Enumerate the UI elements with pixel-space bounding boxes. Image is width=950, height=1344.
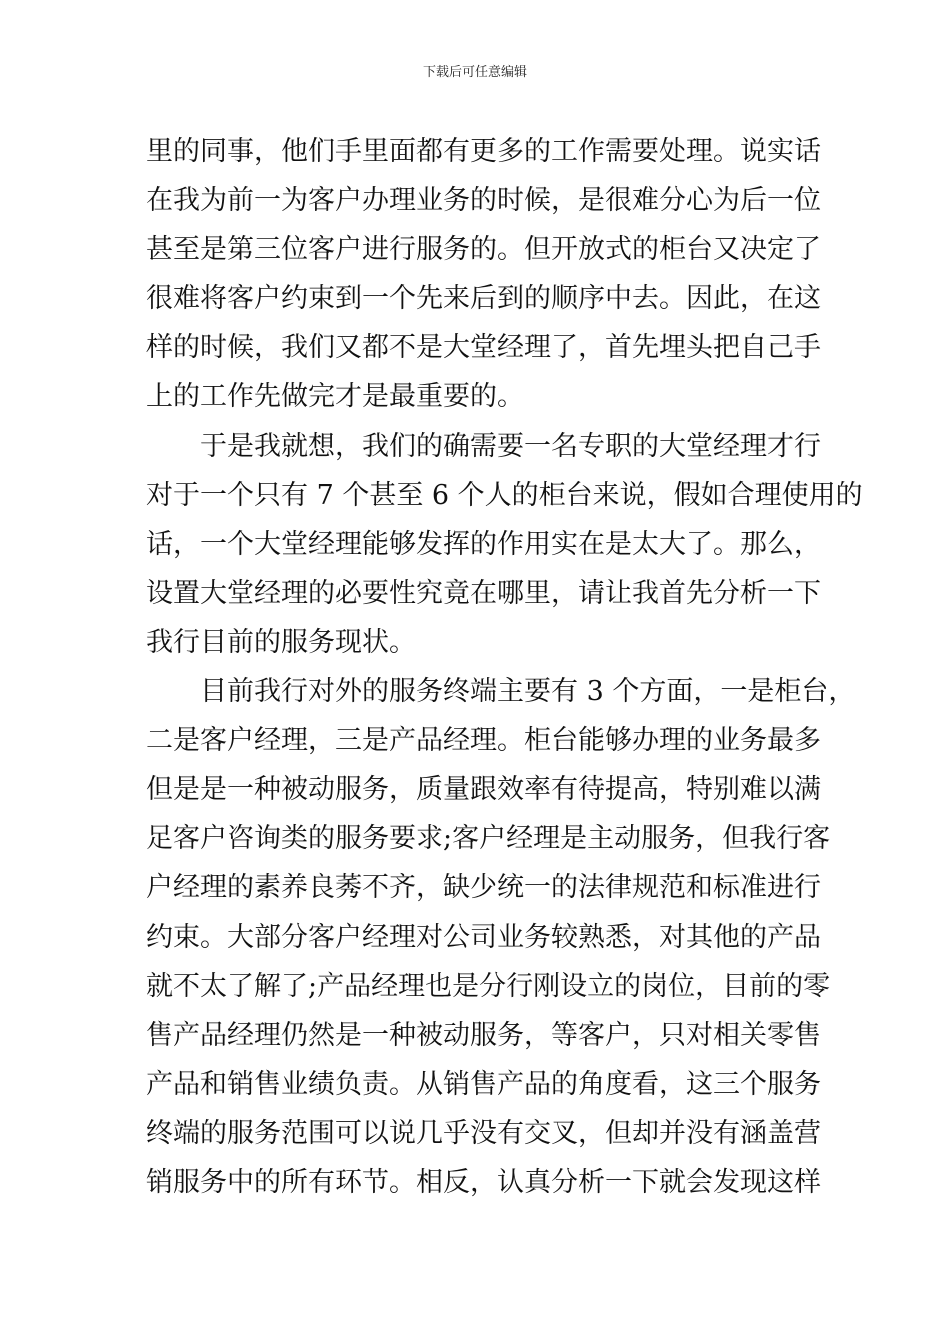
text-line: 就不太了解了;产品经理也是分行刚设立的岗位，目前的零 <box>146 970 831 1002</box>
text-line: 里的同事，他们手里面都有更多的工作需要处理。说实话 <box>146 136 821 167</box>
text-line: 终端的服务范围可以说几乎没有交叉，但却并没有涵盖营 <box>146 1117 821 1149</box>
text-line: 户经理的素养良莠不齐，缺少统一的法律规范和标准进行 <box>146 872 821 904</box>
text-line: 在我为前一为客户办理业务的时候，是很难分心为后一位 <box>146 185 821 217</box>
text-line: 销服务中的所有环节。相反，认真分析一下就会发现这样 <box>146 1166 821 1198</box>
text-line: 设置大堂经理的必要性究竟在哪里，请让我首先分析一下 <box>146 577 821 609</box>
text-line: 于是我就想，我们的确需要一名专职的大堂经理才行 <box>200 430 821 462</box>
paragraph <box>146 667 856 1207</box>
page-header: 下载后可任意编辑 <box>422 65 527 80</box>
document-body <box>146 127 863 1207</box>
text-line: 目前我行对外的服务终端主要有 3 个方面，一是柜台， <box>200 676 856 708</box>
text-line: 约束。大部分客户经理对公司业务较熟悉，对其他的产品 <box>146 921 821 953</box>
text-line: 但是是一种被动服务，质量跟效率有待提高，特别难以满 <box>146 774 821 806</box>
text-line: 上的工作先做完才是最重要的。 <box>146 381 524 413</box>
text-line: 足客户咨询类的服务要求;客户经理是主动服务，但我行客 <box>146 823 831 855</box>
text-line: 我行目前的服务现状。 <box>146 626 416 658</box>
text-line: 售产品经理仍然是一种被动服务，等客户，只对相关零售 <box>146 1019 821 1051</box>
text-line: 样的时候，我们又都不是大堂经理了，首先埋头把自己手 <box>146 332 821 364</box>
paragraph <box>146 127 821 422</box>
text-line: 二是客户经理，三是产品经理。柜台能够办理的业务最多 <box>146 725 821 757</box>
text-line: 很难将客户约束到一个先来后到的顺序中去。因此，在这 <box>146 283 821 315</box>
text-line: 对于一个只有 7 个甚至 6 个人的柜台来说，假如合理使用的 <box>146 479 863 511</box>
paragraph <box>146 422 863 667</box>
text-line: 甚至是第三位客户进行服务的。但开放式的柜台又决定了 <box>146 234 821 266</box>
text-line: 产品和销售业绩负责。从销售产品的角度看，这三个服务 <box>146 1068 821 1100</box>
text-line: 话，一个大堂经理能够发挥的作用实在是太大了。那么， <box>146 528 821 560</box>
